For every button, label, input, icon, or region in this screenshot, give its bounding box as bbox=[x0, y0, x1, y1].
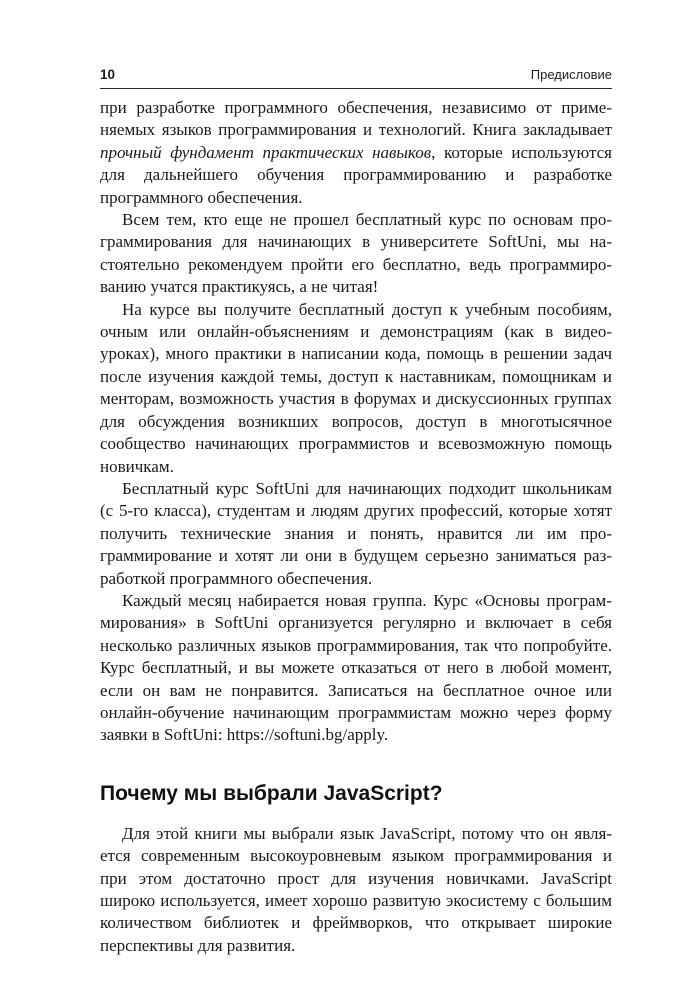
body-text bbox=[100, 97, 612, 957]
paragraph-continued bbox=[100, 97, 612, 209]
book-page bbox=[100, 66, 612, 957]
page-number: 10 bbox=[100, 67, 116, 82]
paragraph-course-audience: Бесплатный курс SoftUni для начинающих подходит школьникам (с 5-го класса), студентам и людям других профессий, которые хотят получить технические знания и понять, нравится ли им программирование и хотят ли они в будущем серьезно заниматься разработкой программного обеспечения. bbox=[100, 478, 612, 588]
section-heading: Почему мы выбрали JavaScript? bbox=[100, 781, 443, 805]
emphasized-phrase: прочный фундамент практических навыков bbox=[100, 142, 432, 162]
paragraph-text: при разработке программного обеспечения, независимо от применяемых языков программирования и технологий. Книга закладывает bbox=[100, 98, 612, 140]
paragraph-course-benefits: На курсе вы получите бесплатный доступ к учебным пособиям, очным или онлайн-объяснениям и демонстрациям (как в видеоуроках), много практики в написании кода, помощь в решении задач после изучения каждой темы, доступ к наставникам, помощникам и менторам, возможность участия в форумах и дискуссионных группах для обсуждения возникших вопросов, доступ в многотысячное сообщество начинающих программистов и всевозможную помощь новичкам. bbox=[100, 299, 612, 476]
header-rule bbox=[100, 88, 612, 89]
running-head-section: Предисловие bbox=[530, 67, 612, 82]
running-head bbox=[100, 66, 612, 84]
paragraph-why-javascript: Для этой книги мы выбрали язык JavaScript, потому что он является современным высокоуровневым языком программирования и при этом достаточно прост для изучения новичками. JavaScript широко используется, имеет хорошо развитую экосистему с большим количеством библиотек и фреймворков, что открывает широкие перспективы для развития. bbox=[100, 823, 612, 955]
paragraph-text: , которые используются для дальнейшего обучения программированию и разработке программного обеспечения. bbox=[100, 142, 612, 207]
paragraph-softuni-recommendation: Всем тем, кто еще не прошел бесплатный курс по основам программирования для начинающих в университете SoftUni, мы настоятельно рекомендуем пройти его бесплатно, ведь программированию учатся практикуясь, а не читая! bbox=[100, 210, 612, 297]
paragraph-enrollment: Каждый месяц набирается новая группа. Курс «Основы программирования» в SoftUni организуется регулярно и включает в себя несколько различных языков программирования, так что попробуйте. Курс бесплатный, и вы можете отказаться от него в любой момент, если он вам не понравится. Записаться на бесплатное очное или онлайн-обучение начинающим программистам можно через форму заявки в SoftUni: https://softuni.bg/apply. bbox=[100, 590, 612, 745]
